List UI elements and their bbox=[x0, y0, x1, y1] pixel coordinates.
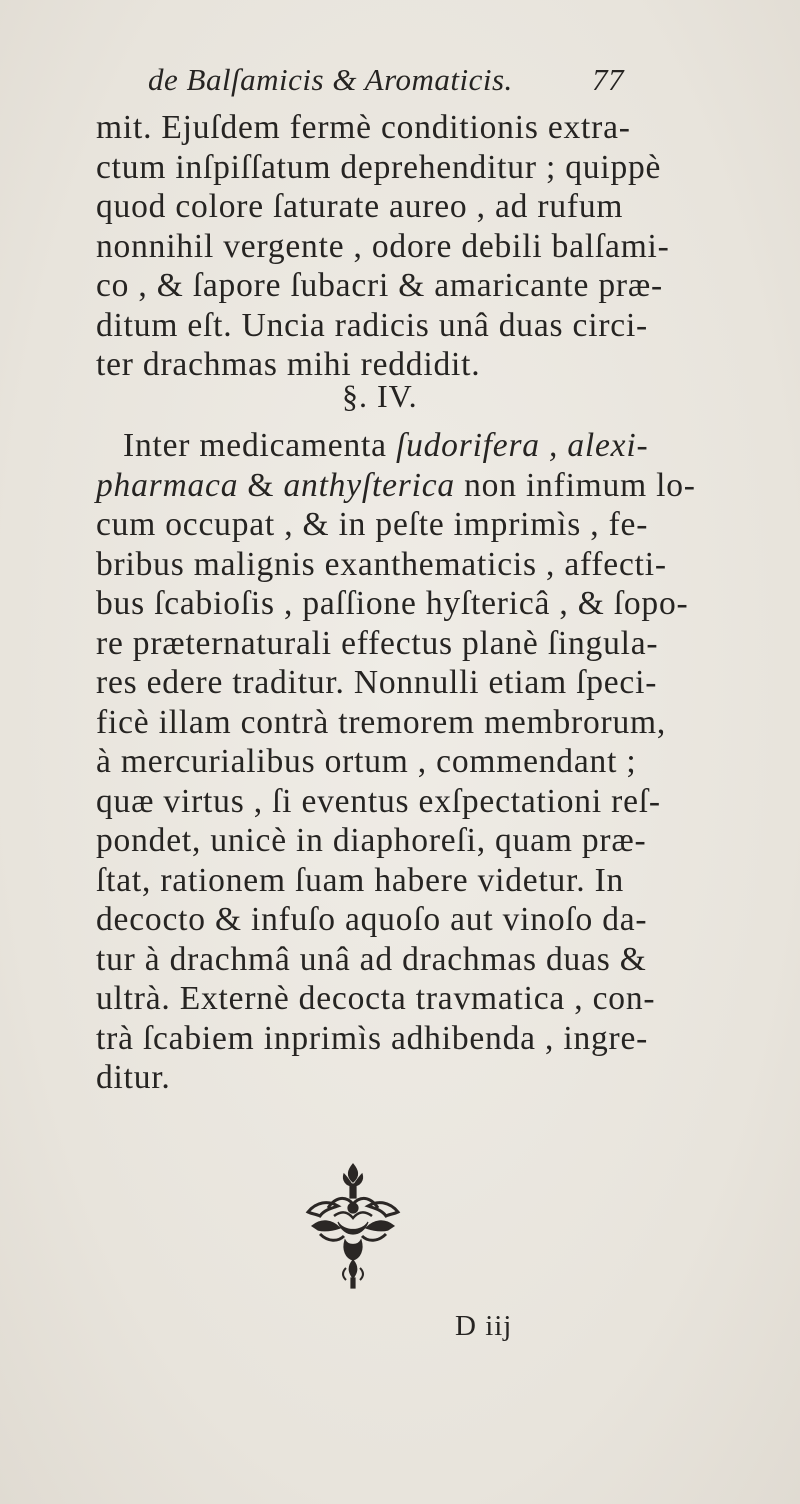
paragraph-2 bbox=[96, 426, 746, 1098]
text-line: nonnihil vergente , odore debili balſami- bbox=[96, 227, 670, 265]
text-line: cum occupat , & in peſte imprimìs , fe- bbox=[96, 506, 649, 543]
text-segment: & bbox=[238, 466, 284, 504]
italic-text: ſudorifera , alexi- bbox=[395, 427, 649, 464]
text-line: mit. Ejuſdem fermè conditionis extra- bbox=[96, 109, 631, 146]
text-line: trà ſcabiem inprimìs adhibenda , ingre- bbox=[96, 1019, 649, 1057]
text-line: à mercurialibus ortum , commendant ; bbox=[96, 743, 637, 780]
text-line: quæ virtus , ſi eventus exſpectationi reſ- bbox=[96, 782, 661, 820]
text-segment: Inter medicamenta bbox=[123, 427, 396, 464]
text-line: ficè illam contrà tremorem membrorum, bbox=[96, 703, 667, 741]
text-line: ſtat, rationem ſuam habere videtur. In bbox=[96, 861, 625, 899]
text-line: ultrà. Externè decocta travmatica , con- bbox=[96, 980, 656, 1017]
text-line: ditum eſt. Uncia radicis unâ duas circi- bbox=[96, 306, 649, 344]
text-segment: non infimum lo- bbox=[454, 466, 696, 504]
text-line: ter drachmas mihi reddidit. bbox=[96, 346, 481, 383]
text-line: co , & ſapore ſubacri & amaricante præ- bbox=[96, 267, 663, 304]
text-line: pondet, unicè in diaphoreſi, quam præ- bbox=[96, 822, 647, 859]
signature-mark: D iij bbox=[455, 1310, 513, 1342]
text-line: bus ſcabioſis , paſſione hyſtericâ , & ſopo- bbox=[96, 585, 689, 622]
floral-tailpiece-icon bbox=[298, 1160, 408, 1290]
page-number: 77 bbox=[592, 62, 624, 97]
text-line bbox=[96, 466, 746, 506]
running-head-title: de Balſamicis & Aromaticis. bbox=[148, 62, 513, 97]
text-line: re præternaturali effectus planè ſingula- bbox=[96, 624, 659, 662]
running-head bbox=[148, 62, 708, 102]
text-line: tur à drachmâ unâ ad drachmas duas & bbox=[96, 940, 647, 978]
text-line: res edere traditur. Nonnulli etiam ſpeci- bbox=[96, 664, 658, 701]
paragraph-1 bbox=[96, 108, 736, 385]
text-line: ctum inſpiſſatum deprehenditur ; quippè bbox=[96, 148, 662, 186]
italic-text: anthyſterica bbox=[283, 466, 455, 504]
text-line: ditur. bbox=[96, 1059, 171, 1096]
text-line: decocto & infuſo aquoſo aut vinoſo da- bbox=[96, 901, 648, 938]
text-line bbox=[96, 426, 746, 466]
section-heading: §. IV. bbox=[342, 378, 418, 414]
italic-text: pharmaca bbox=[96, 466, 239, 504]
text-line: bribus malignis exanthematicis , affecti- bbox=[96, 545, 667, 583]
text-line: quod colore ſaturate aureo , ad rufum bbox=[96, 188, 624, 225]
